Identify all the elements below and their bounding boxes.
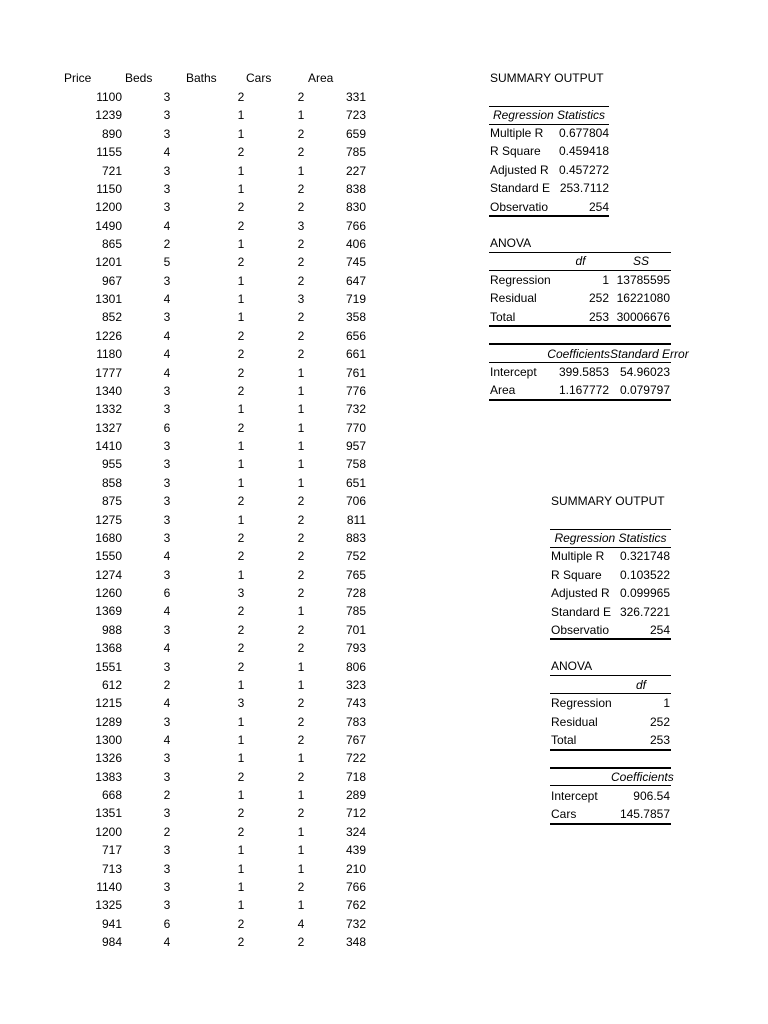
anova-row-label: Residual: [551, 715, 598, 729]
cell-area: 770: [345, 420, 366, 435]
cell-beds: 3: [163, 273, 171, 288]
col-header-baths: Baths: [186, 71, 217, 85]
cell-area: 762: [345, 898, 366, 913]
cell-area: 957: [345, 439, 366, 453]
cell-beds: 3: [163, 439, 171, 453]
summary-title: SUMMARY OUTPUT: [490, 71, 604, 85]
cell-area: 331: [345, 90, 366, 104]
cell-price: 1239: [95, 108, 122, 123]
cell-price: 1226: [95, 328, 122, 343]
anova-df-header: df: [635, 678, 646, 692]
regstat-label: Adjusted R: [551, 586, 610, 600]
cell-area: 732: [345, 402, 366, 417]
cell-baths: 1: [237, 879, 245, 894]
regstat-value: 0.103522: [619, 568, 670, 582]
cell-beds: 3: [163, 163, 171, 178]
regstat-label: Standard E: [551, 605, 612, 619]
cell-area: 883: [345, 530, 366, 545]
cell-price: 1274: [95, 567, 122, 582]
cell-beds: 4: [163, 347, 171, 362]
cell-price: 717: [101, 843, 122, 858]
cell-cars: 2: [297, 90, 305, 104]
cell-beds: 4: [163, 292, 171, 307]
cell-area: 706: [345, 494, 366, 509]
cell-area: 289: [345, 788, 366, 803]
coef-value: 906.54: [633, 789, 670, 803]
regstat-value: 0.099965: [619, 586, 670, 600]
cell-cars: 1: [297, 163, 305, 178]
cell-beds: 3: [163, 126, 171, 141]
regstat-value: 0.457272: [558, 163, 609, 177]
cell-price: 1369: [95, 604, 122, 619]
cell-area: 766: [345, 218, 366, 233]
cell-baths: 1: [237, 567, 245, 582]
anova-row-label: Regression: [551, 696, 612, 710]
cell-cars: 1: [297, 788, 305, 803]
cell-beds: 3: [163, 769, 171, 784]
cell-beds: 3: [163, 751, 171, 766]
anova-row-label: Total: [490, 310, 516, 324]
cell-area: 728: [345, 586, 366, 600]
cell-baths: 2: [237, 935, 245, 949]
cell-price: 1351: [95, 806, 122, 821]
regression-statistics-header: Regression Statistics: [492, 108, 606, 122]
cell-cars: 2: [297, 530, 305, 545]
cell-beds: 4: [163, 328, 171, 343]
regstat-value: 253.7112: [559, 181, 609, 195]
anova-df: 252: [588, 291, 609, 305]
cell-area: 743: [345, 696, 366, 711]
cell-baths: 1: [237, 310, 245, 325]
cell-beds: 3: [163, 806, 171, 821]
coef-header: Coefficients: [547, 347, 610, 361]
cell-area: 811: [346, 512, 366, 527]
cell-baths: 2: [237, 659, 245, 674]
cell-cars: 1: [297, 659, 305, 674]
cell-beds: 3: [163, 494, 171, 509]
cell-area: 722: [345, 751, 366, 766]
cell-beds: 3: [163, 659, 171, 674]
anova-ss: 30006676: [616, 310, 670, 324]
cell-cars: 2: [297, 255, 305, 270]
cell-baths: 2: [237, 530, 245, 545]
cell-price: 1340: [95, 383, 122, 398]
anova-row-label: Regression: [490, 273, 551, 287]
anova-ss: 16221080: [616, 291, 670, 305]
cell-price: 1150: [96, 181, 122, 196]
cell-beds: 4: [163, 641, 171, 656]
cell-price: 1155: [96, 145, 122, 160]
cell-baths: 2: [237, 200, 245, 215]
std-error-value: 54.96023: [619, 365, 670, 379]
cell-area: 712: [345, 806, 366, 821]
cell-cars: 2: [297, 145, 305, 160]
regstat-value: 254: [649, 623, 670, 637]
cell-cars: 3: [297, 218, 305, 233]
cell-price: 1326: [95, 751, 122, 766]
cell-baths: 2: [237, 347, 245, 362]
cell-beds: 4: [163, 935, 171, 949]
cell-baths: 2: [237, 641, 245, 656]
cell-price: 1383: [95, 769, 122, 784]
cell-baths: 2: [237, 90, 245, 104]
cell-cars: 4: [297, 916, 305, 931]
regstat-value: 0.459418: [558, 144, 609, 158]
cell-baths: 2: [237, 622, 245, 637]
cell-baths: 1: [237, 181, 245, 196]
cell-area: 776: [345, 383, 366, 398]
cell-cars: 2: [297, 273, 305, 288]
cell-cars: 2: [297, 769, 305, 784]
cell-cars: 1: [297, 383, 305, 398]
cell-beds: 4: [163, 365, 171, 380]
coef-row-label: Intercept: [490, 365, 537, 379]
cell-baths: 2: [237, 494, 245, 509]
cell-cars: 2: [297, 806, 305, 821]
cell-price: 1680: [95, 530, 122, 545]
anova-title: ANOVA: [490, 236, 532, 250]
coef-header: Coefficients: [611, 770, 674, 784]
cell-price: 1300: [95, 733, 122, 747]
cell-area: 701: [345, 622, 366, 637]
coef-value: 145.7857: [619, 807, 670, 821]
cell-beds: 3: [163, 898, 171, 913]
cell-beds: 4: [163, 218, 171, 233]
cell-area: 758: [345, 457, 366, 472]
cell-baths: 2: [237, 255, 245, 270]
cell-beds: 4: [163, 145, 171, 160]
cell-cars: 2: [297, 310, 305, 325]
cell-baths: 3: [237, 586, 245, 600]
cell-area: 659: [345, 126, 366, 141]
coef-row-label: Area: [490, 383, 516, 397]
cell-baths: 1: [237, 108, 245, 123]
col-header-area: Area: [308, 71, 334, 85]
cell-area: 661: [345, 347, 366, 362]
cell-beds: 3: [163, 402, 171, 417]
cell-price: 941: [101, 916, 122, 931]
coef-value: 399.5853: [558, 365, 609, 379]
cell-baths: 2: [237, 420, 245, 435]
cell-price: 721: [101, 163, 122, 178]
cell-price: 875: [101, 494, 122, 509]
anova-row-label: Total: [551, 733, 577, 747]
cell-cars: 2: [297, 733, 305, 747]
cell-cars: 2: [297, 328, 305, 343]
regstat-value: 254: [588, 200, 609, 214]
cell-area: 766: [345, 879, 366, 894]
cell-cars: 1: [297, 439, 305, 453]
cell-area: 767: [345, 733, 366, 747]
cell-beds: 3: [163, 310, 171, 325]
cell-price: 1410: [95, 439, 122, 453]
cell-cars: 2: [297, 622, 305, 637]
cell-area: 719: [345, 292, 366, 307]
cell-baths: 2: [237, 549, 245, 564]
cell-cars: 2: [297, 200, 305, 215]
regstat-label: Observatio: [490, 200, 549, 214]
cell-cars: 2: [297, 714, 305, 729]
cell-price: 988: [101, 622, 122, 637]
cell-baths: 1: [237, 512, 245, 527]
cell-price: 1140: [96, 879, 122, 894]
cell-price: 1551: [95, 659, 122, 674]
cell-cars: 1: [297, 861, 305, 876]
cell-beds: 6: [163, 420, 171, 435]
cell-area: 210: [345, 861, 366, 876]
cell-cars: 1: [297, 475, 305, 490]
cell-area: 765: [345, 567, 366, 582]
cell-price: 1260: [95, 586, 122, 600]
cell-beds: 2: [163, 788, 171, 803]
col-header-beds: Beds: [125, 71, 153, 85]
cell-baths: 1: [237, 457, 245, 472]
cell-baths: 2: [237, 824, 245, 839]
cell-area: 830: [345, 200, 366, 215]
cell-cars: 1: [297, 824, 305, 839]
cell-area: 324: [345, 824, 366, 839]
cell-baths: 2: [237, 145, 245, 160]
std-error-header: Standard Error: [610, 347, 689, 361]
cell-cars: 2: [297, 879, 305, 894]
regstat-label: Observatio: [551, 623, 610, 637]
cell-cars: 1: [297, 457, 305, 472]
cell-price: 1777: [95, 365, 122, 380]
cell-area: 761: [345, 365, 366, 380]
regstat-label: R Square: [490, 144, 541, 158]
cell-price: 1368: [95, 641, 122, 656]
cell-area: 745: [345, 255, 366, 270]
cell-price: 1301: [95, 292, 122, 307]
cell-price: 1327: [95, 420, 122, 435]
cell-price: 890: [101, 126, 122, 141]
cell-baths: 1: [237, 861, 245, 876]
cell-area: 752: [345, 549, 366, 564]
anova-df: 252: [649, 715, 670, 729]
cell-baths: 1: [237, 273, 245, 288]
cell-baths: 1: [237, 788, 245, 803]
cell-price: 1180: [96, 347, 122, 362]
cell-beds: 3: [163, 383, 171, 398]
cell-area: 647: [345, 273, 366, 288]
regstat-label: Adjusted R: [490, 163, 549, 177]
regstat-label: R Square: [551, 568, 602, 582]
cell-baths: 1: [237, 714, 245, 729]
regstat-label: Multiple R: [490, 126, 544, 140]
cell-cars: 2: [297, 641, 305, 656]
cell-baths: 3: [237, 696, 245, 711]
cell-beds: 2: [163, 824, 171, 839]
cell-price: 984: [101, 935, 122, 949]
cell-baths: 2: [237, 806, 245, 821]
regstat-value: 0.321748: [619, 549, 670, 563]
cell-area: 785: [345, 604, 366, 619]
cell-baths: 1: [237, 126, 245, 141]
cell-price: 713: [101, 861, 122, 876]
cell-baths: 2: [237, 769, 245, 784]
cell-baths: 2: [237, 365, 245, 380]
cell-baths: 1: [237, 475, 245, 490]
col-header-price: Price: [64, 71, 92, 85]
cell-baths: 1: [237, 677, 245, 692]
cell-beds: 2: [163, 677, 171, 692]
cell-beds: 3: [163, 879, 171, 894]
anova-df: 253: [588, 310, 609, 324]
cell-price: 1275: [95, 512, 122, 527]
cell-cars: 1: [297, 751, 305, 766]
cell-baths: 2: [237, 328, 245, 343]
coef-row-label: Intercept: [551, 789, 598, 803]
cell-beds: 3: [163, 530, 171, 545]
cell-area: 723: [345, 108, 366, 123]
std-error-value: 0.079797: [619, 383, 670, 397]
cell-area: 718: [345, 769, 366, 784]
cell-cars: 2: [297, 567, 305, 582]
cell-cars: 2: [297, 586, 305, 600]
cell-area: 793: [345, 641, 366, 656]
cell-baths: 1: [237, 733, 245, 747]
cell-beds: 3: [163, 200, 171, 215]
cell-price: 955: [101, 457, 122, 472]
cell-baths: 1: [237, 237, 245, 251]
cell-baths: 2: [237, 383, 245, 398]
cell-price: 1289: [95, 714, 122, 729]
cell-baths: 1: [237, 843, 245, 858]
cell-area: 227: [345, 163, 366, 178]
cell-area: 732: [345, 916, 366, 931]
cell-price: 1200: [95, 824, 122, 839]
cell-beds: 4: [163, 696, 171, 711]
cell-beds: 3: [163, 512, 171, 527]
cell-baths: 1: [237, 439, 245, 453]
cell-beds: 4: [163, 549, 171, 564]
cell-cars: 1: [297, 365, 305, 380]
cell-price: 1490: [95, 218, 122, 233]
cell-cars: 2: [297, 935, 305, 949]
cell-cars: 2: [297, 181, 305, 196]
coef-value: 1.167772: [558, 383, 609, 397]
cell-cars: 1: [297, 677, 305, 692]
regression-statistics-header: Regression Statistics: [554, 531, 667, 545]
coef-row-label: Cars: [551, 807, 577, 821]
cell-area: 406: [345, 237, 366, 251]
cell-cars: 2: [297, 696, 305, 711]
cell-price: 967: [101, 273, 122, 288]
cell-beds: 6: [163, 916, 171, 931]
cell-beds: 3: [163, 475, 171, 490]
cell-price: 865: [101, 237, 122, 251]
cell-beds: 2: [163, 237, 171, 251]
cell-price: 1100: [96, 90, 122, 104]
cell-baths: 1: [237, 163, 245, 178]
cell-price: 858: [101, 475, 122, 490]
cell-beds: 3: [163, 181, 171, 196]
col-header-cars: Cars: [246, 71, 272, 85]
cell-price: 1215: [95, 696, 122, 711]
cell-area: 783: [345, 714, 366, 729]
cell-price: 1201: [95, 255, 122, 270]
cell-beds: 3: [163, 567, 171, 582]
cell-cars: 1: [297, 420, 305, 435]
cell-beds: 3: [163, 861, 171, 876]
cell-baths: 2: [237, 916, 245, 931]
anova-ss: 13785595: [616, 273, 670, 287]
cell-beds: 3: [163, 108, 171, 123]
regstat-label: Multiple R: [551, 549, 605, 563]
cell-price: 1332: [95, 402, 122, 417]
cell-cars: 1: [297, 898, 305, 913]
cell-cars: 1: [297, 843, 305, 858]
cell-price: 852: [101, 310, 122, 325]
cell-beds: 3: [163, 90, 171, 104]
cell-area: 323: [345, 677, 366, 692]
cell-baths: 1: [237, 402, 245, 417]
cell-area: 439: [345, 843, 366, 858]
regstat-value: 326.7221: [619, 605, 670, 619]
cell-beds: 3: [163, 622, 171, 637]
summary-title: SUMMARY OUTPUT: [551, 494, 665, 508]
cell-cars: 2: [297, 237, 305, 251]
anova-df: 253: [649, 733, 670, 747]
anova-df: 1: [602, 273, 609, 287]
cell-price: 1325: [95, 898, 122, 913]
cell-cars: 2: [297, 494, 305, 509]
cell-cars: 2: [297, 512, 305, 527]
cell-area: 348: [345, 935, 366, 949]
cell-cars: 2: [297, 347, 305, 362]
cell-area: 651: [345, 475, 366, 490]
cell-cars: 2: [297, 126, 305, 141]
cell-cars: 2: [297, 549, 305, 564]
cell-beds: 3: [163, 714, 171, 729]
cell-area: 785: [345, 145, 366, 160]
cell-baths: 1: [237, 292, 245, 307]
anova-row-label: Residual: [490, 291, 537, 305]
cell-cars: 1: [297, 108, 305, 123]
cell-price: 612: [101, 677, 122, 692]
cell-cars: 1: [297, 604, 305, 619]
cell-cars: 3: [297, 292, 305, 307]
regstat-label: Standard E: [490, 181, 551, 195]
cell-beds: 4: [163, 604, 171, 619]
cell-area: 358: [345, 310, 366, 325]
cell-price: 1200: [95, 200, 122, 215]
regstat-value: 0.677804: [558, 126, 609, 140]
cell-area: 838: [345, 181, 366, 196]
cell-baths: 2: [237, 218, 245, 233]
cell-beds: 6: [163, 586, 171, 600]
cell-baths: 1: [237, 898, 245, 913]
cell-cars: 1: [297, 402, 305, 417]
anova-df: 1: [663, 696, 670, 710]
cell-beds: 5: [163, 255, 171, 270]
anova-ss-header: SS: [632, 254, 649, 268]
cell-beds: 3: [163, 843, 171, 858]
cell-beds: 4: [163, 733, 171, 747]
anova-title: ANOVA: [551, 659, 593, 673]
cell-area: 656: [345, 328, 366, 343]
cell-area: 806: [345, 659, 366, 674]
cell-price: 668: [101, 788, 122, 803]
cell-price: 1550: [95, 549, 122, 564]
cell-baths: 2: [237, 604, 245, 619]
cell-baths: 1: [237, 751, 245, 766]
cell-beds: 3: [163, 457, 171, 472]
anova-df-header: df: [575, 254, 586, 268]
